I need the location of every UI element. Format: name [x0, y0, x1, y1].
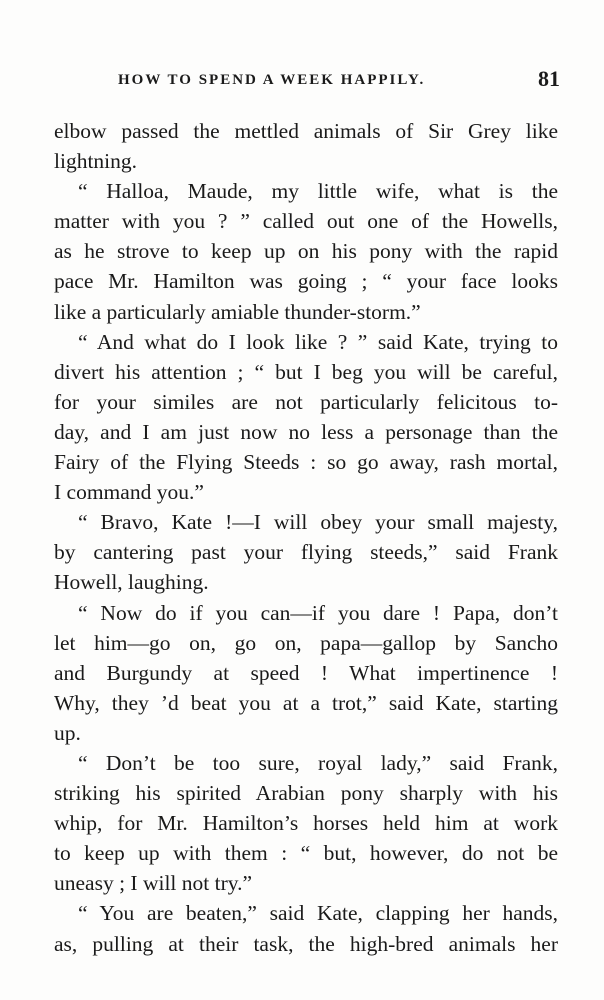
text-line: matter with you ? ” called out one of the Howells,: [54, 209, 558, 234]
text-line: for your similes are not particularly felicitous to-: [54, 389, 558, 414]
text-line: as he strove to keep up on his pony with the rapid: [54, 239, 558, 264]
text-line: “ And what do I look like ? ” said Kate, trying to: [78, 329, 558, 354]
text-line: Howell, laughing.: [54, 570, 209, 595]
text-line: elbow passed the mettled animals of Sir Grey like: [54, 119, 558, 143]
text-line: to keep up with them : “ but, however, do not be: [54, 841, 558, 866]
text-line: as, pulling at their task, the high-bred animals her: [54, 931, 558, 956]
text-line: lightning.: [54, 149, 138, 174]
text-line: “ You are beaten,” said Kate, clapping her hands,: [78, 901, 558, 926]
text-line: by cantering past your flying steeds,” said Frank: [54, 540, 558, 565]
text-line: I command you.”: [54, 480, 204, 505]
text-line: pace Mr. Hamilton was going ; “ your face looks: [54, 269, 558, 294]
text-line: striking his spirited Arabian pony sharply with his: [54, 781, 558, 806]
text-line: up.: [54, 720, 81, 745]
text-line: divert his attention ; “ but I beg you will be careful,: [54, 359, 558, 384]
text-line: Why, they ’d beat you at a trot,” said Kate, starting: [54, 690, 558, 715]
text-line: uneasy ; I will not try.”: [54, 871, 253, 896]
text-line: “ Halloa, Maude, my little wife, what is the: [78, 179, 558, 204]
text-line: “ Now do if you can—if you dare ! Papa, don’t: [78, 600, 558, 625]
page-number: 81: [538, 66, 560, 91]
text-line: day, and I am just now no less a personage than the: [54, 419, 558, 444]
text-line: “ Bravo, Kate !—I will obey your small majesty,: [78, 510, 558, 535]
body-text: [54, 116, 558, 959]
text-line: and Burgundy at speed ! What impertinence !: [54, 660, 558, 685]
running-head-title: HOW TO SPEND A WEEK HAPPILY.: [118, 72, 426, 88]
text-line: “ Don’t be too sure, royal lady,” said Frank,: [78, 750, 558, 775]
text-line: whip, for Mr. Hamilton’s horses held him at work: [54, 811, 558, 836]
text-line: let him—go on, go on, papa—gallop by Sancho: [54, 630, 558, 655]
text-line: like a particularly amiable thunder-storm.”: [54, 299, 421, 324]
running-head: [118, 66, 558, 96]
text-line: Fairy of the Flying Steeds : so go away, rash mortal,: [54, 450, 558, 475]
